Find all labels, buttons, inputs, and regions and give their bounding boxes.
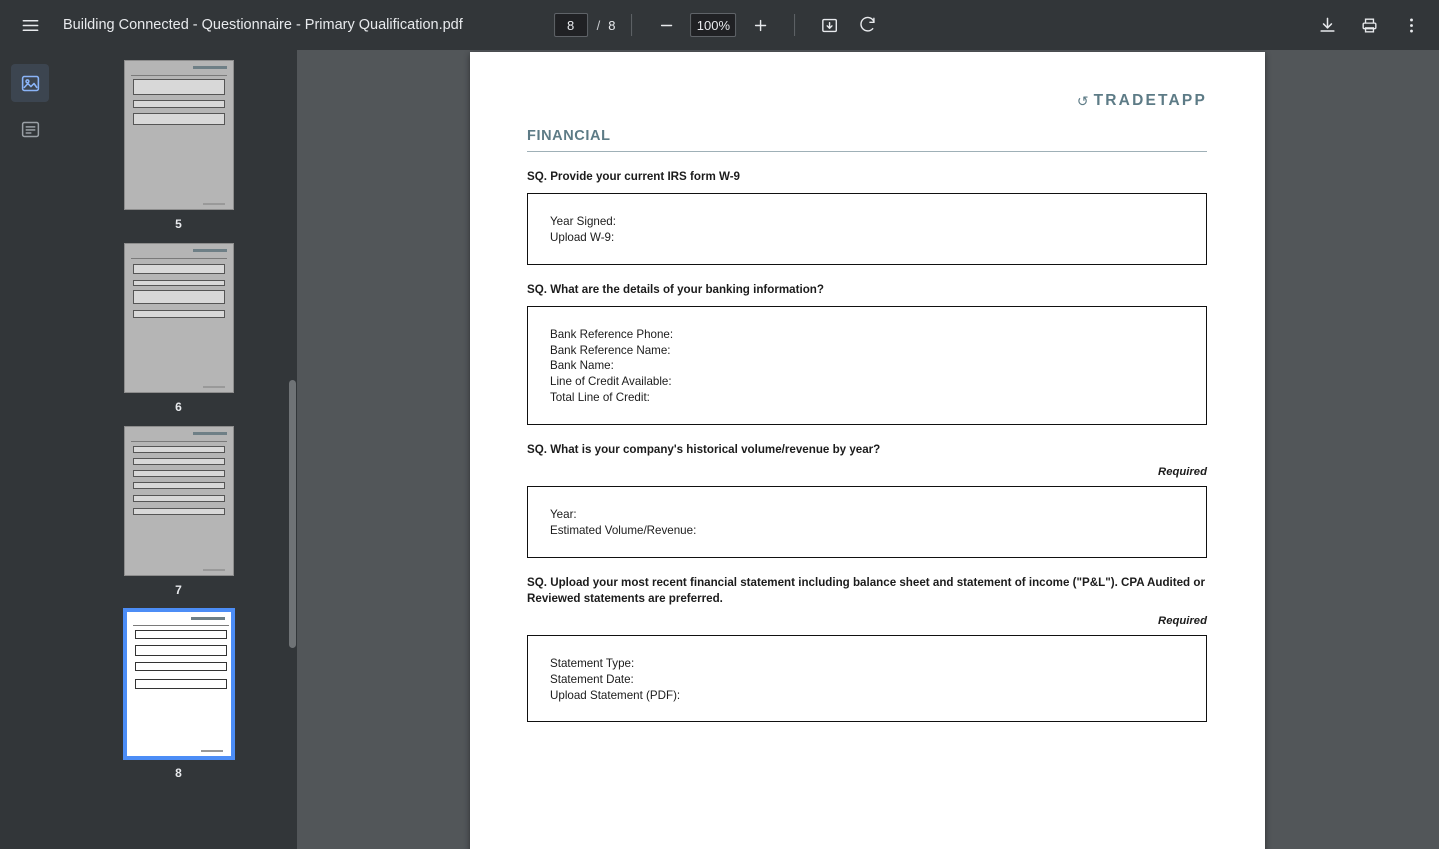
- answer-field-label: Upload Statement (PDF):: [550, 688, 681, 702]
- hamburger-menu-icon[interactable]: [12, 7, 48, 43]
- thumb-field-box: [133, 290, 225, 304]
- thumbnail-page-number: 6: [175, 400, 182, 414]
- document-title: Building Connected - Questionnaire - Primary Qualification.pdf: [63, 17, 463, 33]
- answer-field-label: Bank Name:: [550, 359, 614, 373]
- zoom-level-display[interactable]: 100%: [690, 13, 736, 37]
- thumb-field-box: [133, 470, 225, 477]
- document-brand: [527, 92, 1207, 110]
- sidebar-item-outline[interactable]: [11, 110, 49, 148]
- thumb-brand-mark: [191, 617, 225, 620]
- thumb-field-box: [133, 446, 225, 453]
- thumbnail-page-preview[interactable]: [124, 243, 234, 393]
- thumbnail-page-number: 5: [175, 217, 182, 231]
- thumb-field-box: [133, 310, 225, 318]
- sidebar-item-thumbnails[interactable]: [11, 64, 49, 102]
- answer-field-label: Year:: [550, 508, 577, 522]
- thumb-footer: [203, 569, 225, 571]
- page-navigation: [554, 7, 886, 43]
- thumbnail-page-preview[interactable]: [124, 609, 234, 759]
- page-separator: /: [596, 17, 601, 33]
- toolbar-right-actions: [1309, 7, 1429, 43]
- question-prompt: SQ. Upload your most recent financial statement including balance sheet and statement of income ("P&L"). CPA Audited or Reviewed statements are preferred.: [527, 575, 1205, 605]
- thumb-field-box: [133, 508, 225, 515]
- rotate-clockwise-icon[interactable]: [849, 7, 885, 43]
- required-badge: Required: [1158, 614, 1207, 627]
- thumb-field-box: [133, 264, 225, 274]
- answer-box: [527, 486, 1207, 558]
- thumbnail-page-number: 8: [175, 766, 182, 780]
- thumbnail-page-number: 7: [175, 583, 182, 597]
- answer-field-label: Year Signed:: [550, 214, 616, 228]
- sidebar-rail: [0, 50, 60, 849]
- recycle-arrows-icon: ↺: [1076, 92, 1089, 109]
- thumb-brand-mark: [193, 249, 227, 252]
- download-icon[interactable]: [1309, 7, 1345, 43]
- thumb-field-box: [133, 100, 225, 108]
- thumbnail-page-preview[interactable]: [124, 60, 234, 210]
- answer-field-label: Line of Credit Available:: [550, 375, 672, 389]
- sidebar-scrollbar[interactable]: [289, 380, 296, 648]
- thumbnail-list[interactable]: [60, 50, 297, 849]
- zoom-in-button[interactable]: [742, 7, 778, 43]
- thumb-rule: [131, 75, 227, 76]
- toolbar-divider-1: [631, 14, 632, 36]
- thumb-field-box: [135, 645, 227, 656]
- pdf-viewer[interactable]: [297, 50, 1439, 849]
- thumb-field-box: [135, 662, 227, 671]
- thumb-footer: [201, 750, 223, 752]
- answer-field-label: Bank Reference Phone:: [550, 327, 674, 341]
- thumb-field-box: [135, 679, 227, 689]
- pdf-toolbar: [0, 0, 1439, 50]
- thumb-field-box: [133, 113, 225, 125]
- thumb-rule: [131, 441, 227, 442]
- fit-to-page-icon[interactable]: [811, 7, 847, 43]
- answer-field-label: Total Line of Credit:: [550, 391, 650, 405]
- thumbnail-page-preview[interactable]: [124, 426, 234, 576]
- thumb-brand-mark: [193, 66, 227, 69]
- answer-box: [527, 306, 1207, 425]
- pdf-page: [470, 52, 1265, 849]
- section-divider: [527, 151, 1207, 152]
- thumbnail-item-selected[interactable]: [60, 609, 297, 780]
- question-prompt: SQ. What are the details of your banking information?: [527, 282, 824, 296]
- answer-box: [527, 635, 1207, 723]
- brand-text: TRADETAPP: [1093, 92, 1207, 109]
- zoom-out-button[interactable]: [648, 7, 684, 43]
- question-prompt: SQ. Provide your current IRS form W-9: [527, 170, 741, 183]
- print-icon[interactable]: [1351, 7, 1387, 43]
- toolbar-divider-2: [794, 14, 795, 36]
- thumbnail-item[interactable]: [60, 243, 297, 414]
- section-title: FINANCIAL: [527, 128, 611, 144]
- thumbnail-item[interactable]: [60, 426, 297, 597]
- answer-field-label: Upload W-9:: [550, 230, 615, 244]
- thumb-field-box: [133, 458, 225, 465]
- question-prompt: SQ. What is your company's historical volume/revenue by year?: [527, 443, 881, 457]
- answer-field-label: Estimated Volume/Revenue:: [550, 523, 697, 537]
- answer-field-label: Statement Type:: [550, 656, 635, 670]
- thumb-field-box: [133, 495, 225, 502]
- thumb-field-box: [133, 280, 225, 286]
- thumb-field-box: [133, 482, 225, 489]
- more-vertical-icon[interactable]: [1393, 7, 1429, 43]
- thumb-footer: [203, 386, 225, 388]
- thumbnail-item[interactable]: [60, 60, 297, 231]
- page-number-input[interactable]: [554, 13, 588, 37]
- thumb-field-box: [133, 79, 225, 95]
- page-count: 8: [608, 17, 616, 33]
- thumb-footer: [203, 203, 225, 205]
- sidebar: [0, 50, 297, 849]
- thumb-rule: [133, 625, 229, 626]
- thumb-brand-mark: [193, 432, 227, 435]
- thumb-field-box: [135, 630, 227, 639]
- required-badge: Required: [1158, 466, 1207, 479]
- answer-field-label: Statement Date:: [550, 672, 634, 686]
- thumb-rule: [131, 258, 227, 259]
- answer-field-label: Bank Reference Name:: [550, 343, 671, 357]
- answer-box: [527, 193, 1207, 265]
